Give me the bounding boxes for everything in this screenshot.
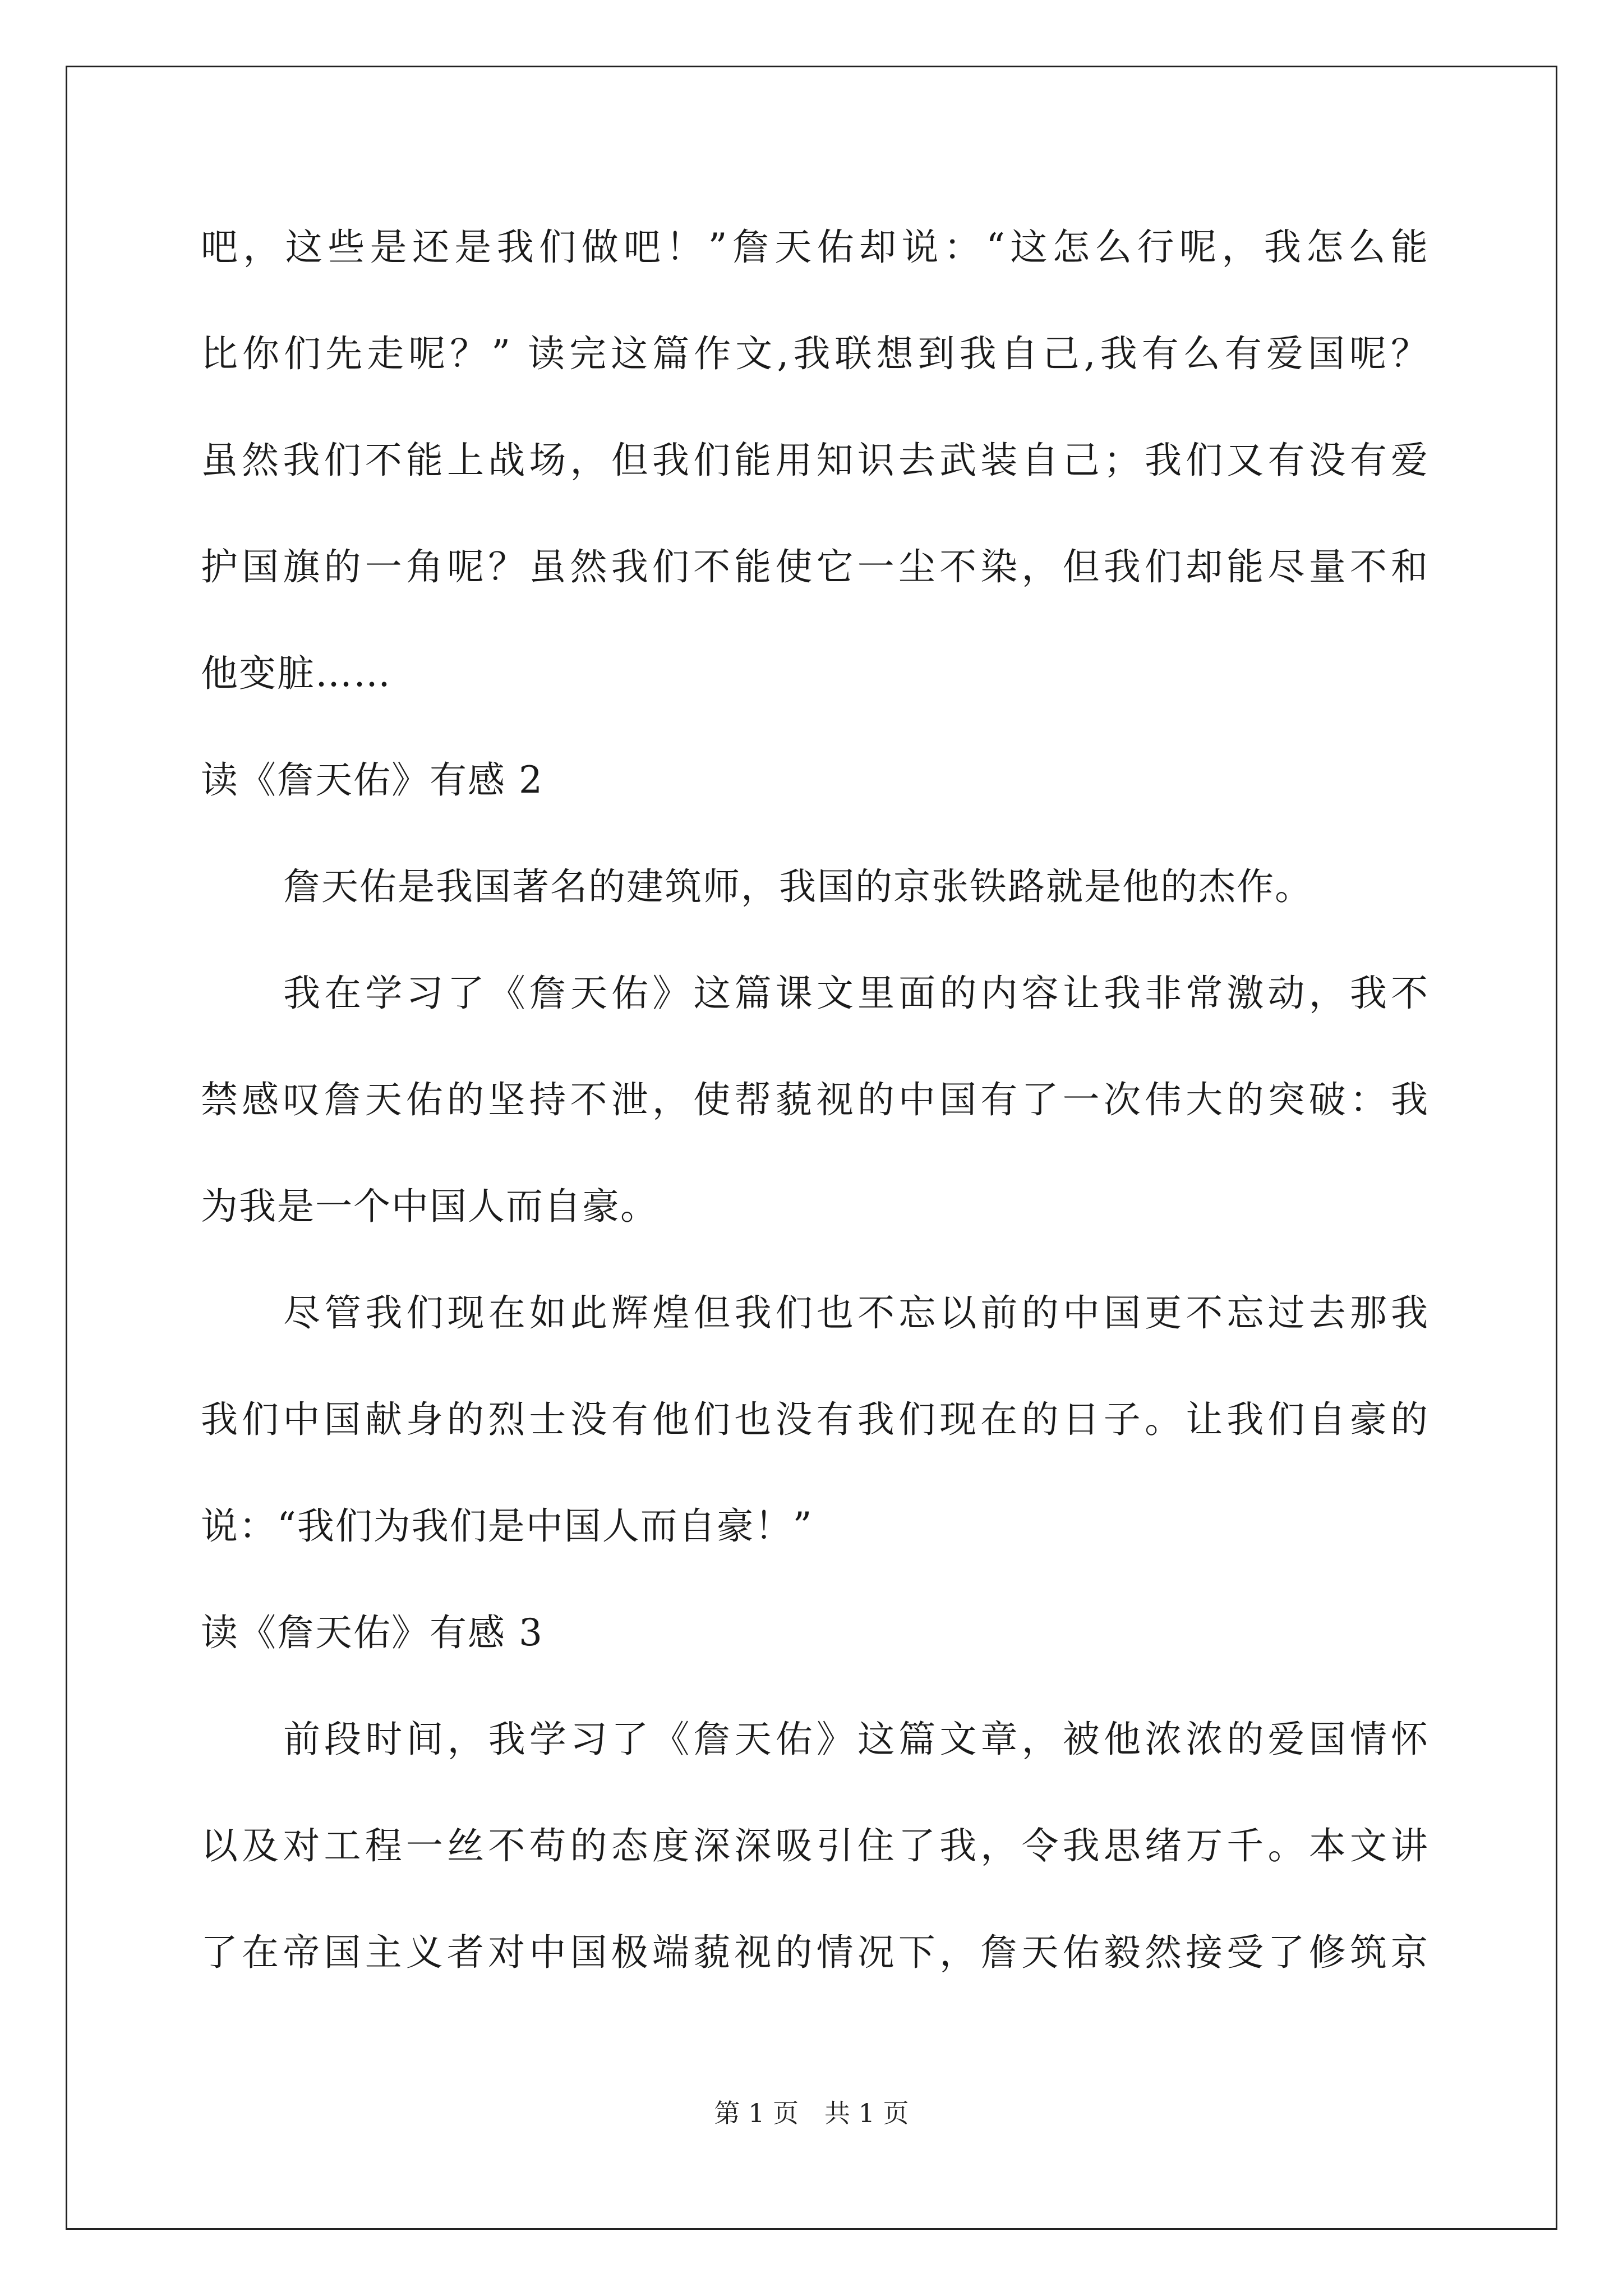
page-number: 第 1 页 共 1 页 <box>714 2098 909 2128</box>
body-line: 为我是一个中国人而自豪。 <box>201 1185 658 1228</box>
section-heading: 读《詹天佑》有感 2 <box>201 758 543 802</box>
body-line: 禁感叹詹天佑的坚持不泄，使帮藐视的中国有了一次伟大的突破：我 <box>201 1078 1429 1121</box>
body-line: 尽管我们现在如此辉煌但我们也不忘以前的中国更不忘过去那我 <box>283 1291 1429 1335</box>
page-border <box>66 66 1557 2230</box>
body-line: 他变脏…… <box>201 652 391 695</box>
body-line: 我们中国献身的烈士没有他们也没有我们现在的日子。让我们自豪的 <box>201 1398 1429 1441</box>
body-line: 说：“我们为我们是中国人而自豪！” <box>201 1504 813 1548</box>
body-line: 前段时间，我学习了《詹天佑》这篇文章，被他浓浓的爱国情怀 <box>283 1718 1429 1761</box>
body-line: 虽然我们不能上战场，但我们能用知识去武装自己；我们又有没有爱 <box>201 439 1429 482</box>
body-line: 比你们先走呢？” 读完这篇作文,我联想到我自己,我有么有爱国呢？ <box>201 332 1429 375</box>
section-heading: 读《詹天佑》有感 3 <box>201 1611 543 1654</box>
body-line: 詹天佑是我国著名的建筑师，我国的京张铁路就是他的杰作。 <box>283 865 1313 908</box>
body-line: 以及对工程一丝不苟的态度深深吸引住了我，令我思绪万千。本文讲 <box>201 1824 1429 1867</box>
body-line: 我在学习了《詹天佑》这篇课文里面的内容让我非常激动，我不 <box>283 972 1429 1015</box>
body-line: 了在帝国主义者对中国极端藐视的情况下，詹天佑毅然接受了修筑京 <box>201 1931 1429 1974</box>
body-line: 护国旗的一角呢？虽然我们不能使它一尘不染，但我们却能尽量不和 <box>201 545 1429 588</box>
body-line: 吧，这些是还是我们做吧！”詹天佑却说：“这怎么行呢，我怎么能 <box>201 226 1429 269</box>
